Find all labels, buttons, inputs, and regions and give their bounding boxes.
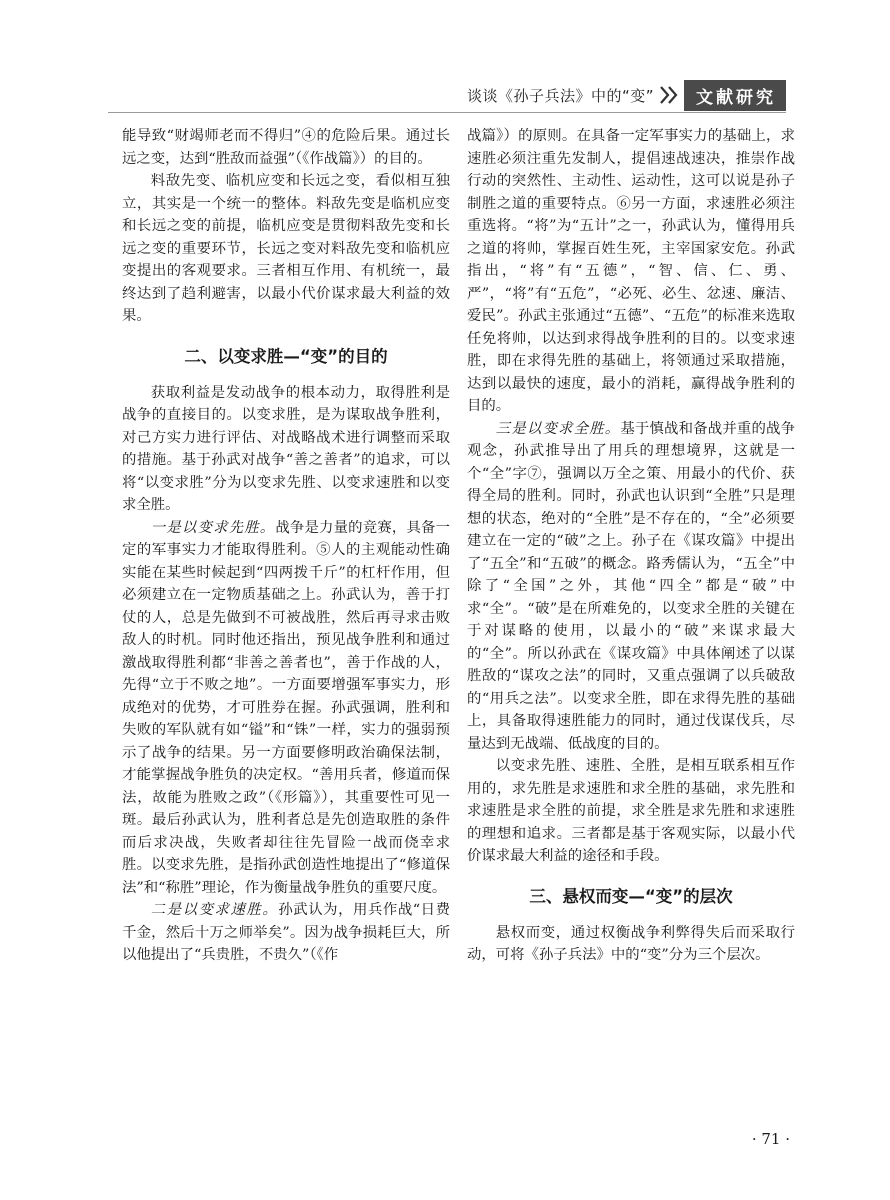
paragraph bbox=[122, 517, 450, 900]
section-label: 文献研究 bbox=[684, 80, 786, 111]
paragraph: 料敌先变、临机应变和长远之变，看似相互独立，其实是一个统一的整体。料敌先变是临机应变和长远之变的前提，临机应变是贯彻料敌先变和长远之变的重要环节，长远之变对料敌先变和临机应变提出的客观要求。三者相互作用、有机统一，最终达到了趋利避害，以最小代价谋求最大利益的效果。 bbox=[122, 173, 450, 324]
paragraph bbox=[122, 899, 450, 967]
section-heading-2: 二、以变求胜—“变”的目的 bbox=[184, 346, 388, 366]
paragraph-body: 基于慎战和备战并重的战争观念，孙武推导出了用兵的理想境界，这就是一个“全”字⑦，强调以万全之策、用最小的代价、获得全局的胜利。同时，孙武也认识到“全胜”只是理想的状态，绝对的“全胜”是不存在的，“全”必须要建立在一定的“破”之上。孙子在《谋攻篇》中提出了“五全”和“五破”的概念。路秀儒认为，“五全”中除了“全国”之外，其他“四全”都是“破”中求“全”。“破”是在所难免的，以变求全胜的关键在于对谋略的使用，以最小的“破”来谋求最大的“全”。所以孙武在《谋攻篇》中具体阐述了以谋胜敌的“谋攻之法”的同时，又重点强调了以兵破敌的“用兵之法”。以变求全胜，即在求得先胜的基础上，具备取得速胜能力的同时，通过伐谋伐兵，尽量达到无战端、低战度的目的。 bbox=[467, 420, 795, 752]
left-column bbox=[122, 125, 450, 967]
right-column bbox=[467, 125, 795, 967]
header-rule bbox=[108, 112, 786, 113]
paragraph-lead: 二是以变求速胜。 bbox=[150, 902, 279, 918]
paragraph-body: 孙武认为，用兵作战“日费千金，然后十万之师举矣”。因为战争损耗巨大，所以他提出了“兵贵胜，不贵久”（《作 bbox=[122, 902, 450, 963]
section-heading-3: 三、悬权而变—“变”的层次 bbox=[529, 886, 733, 906]
running-header bbox=[466, 80, 786, 110]
paragraph: 能导致“财竭师老而不得归”④的危险后果。通过长远之变，达到“胜敌而益强”（《作战篇》）的目的。 bbox=[122, 128, 450, 167]
running-title: 谈谈《孙子兵法》中的“变” bbox=[466, 86, 654, 105]
paragraph: 战篇》）的原则。在具备一定军事实力的基础上，求速胜必须注重先发制人，提倡速战速决，推崇作战行动的突然性、主动性、运动性，这可以说是孙子制胜之道的重要特点。⑥另一方面，求速胜必须注重选将。“将”为“五计”之一，孙武认为，懂得用兵之道的将帅，掌握百姓生死，主宰国家安危。孙武指出，“将”有“五德”，“智、信、仁、勇、严”，“将”有“五危”，“必死、必生、忿速、廉洁、爱民”。孙武主张通过“五德”、“五危”的标准来选取任免将帅，以达到求得战争胜利的目的。以变求速胜，即在求得先胜的基础上，将领通过采取措施，达到以最快的速度，最小的消耗，赢得战争胜利的目的。 bbox=[467, 128, 795, 414]
paragraph-lead: 一是以变求先胜。 bbox=[150, 519, 276, 536]
paragraph: 获取利益是发动战争的根本动力，取得胜利是战争的直接目的。以变求胜，是为谋取战争胜利，对己方实力进行评估、对战略战术进行调整而采取的措施。基于孙武对战争“善之善者”的追求，可以将“以变求胜”分为以变求先胜、以变求速胜和以变求全胜。 bbox=[122, 384, 450, 513]
paragraph bbox=[467, 418, 795, 756]
page-number: · 71 · bbox=[751, 1130, 790, 1148]
paragraph: 以变求先胜、速胜、全胜，是相互联系相互作用的，求先胜是求速胜和求全胜的基础，求先胜和求速胜是求全胜的前提，求全胜是求先胜和求速胜的理想和追求。三者都是基于客观实际，以最小代价谋求最大利益的途径和手段。 bbox=[467, 758, 795, 864]
paragraph: 悬权而变，通过权衡战争利弊得失后而采取行动，可将《孙子兵法》中的“变”分为三个层次。 bbox=[467, 924, 795, 963]
paragraph-body: 战争是力量的竞赛，具备一定的军事实力才能取得胜利。⑤人的主观能动性确实能在某些时候起到“四两拨千斤”的杠杆作用，但必须建立在一定物质基础之上。孙武认为，善于打仗的人，总是先做到不可被战胜，然后再寻求击败敌人的时机。同时他还指出，预见战争胜利和通过激战取得胜利都“非善之善者也”，善于作战的人，先得“立于不败之地”。一方面要增强军事实力，形成绝对的优势，才可胜券在握。孙武强调，胜利和失败的军队就有如“镒”和“铢”一样，实力的强弱预示了战争的结果。另一方面要修明政治确保法制，才能掌握战争胜负的决定权。“善用兵者，修道而保法，故能为胜败之政”（《形篇》），其重要性可见一斑。最后孙武认为，胜利者总是先创造取胜的条件而后求决战，失败者却往往先冒险一战而侥幸求胜。以变求先胜，是指孙武创造性地提出了“修道保法”和“称胜”理论，作为衡量战争胜负的重要尺度。 bbox=[122, 519, 450, 896]
paragraph-lead: 三是以变求全胜。 bbox=[495, 420, 621, 437]
double-chevron-icon bbox=[658, 84, 680, 106]
